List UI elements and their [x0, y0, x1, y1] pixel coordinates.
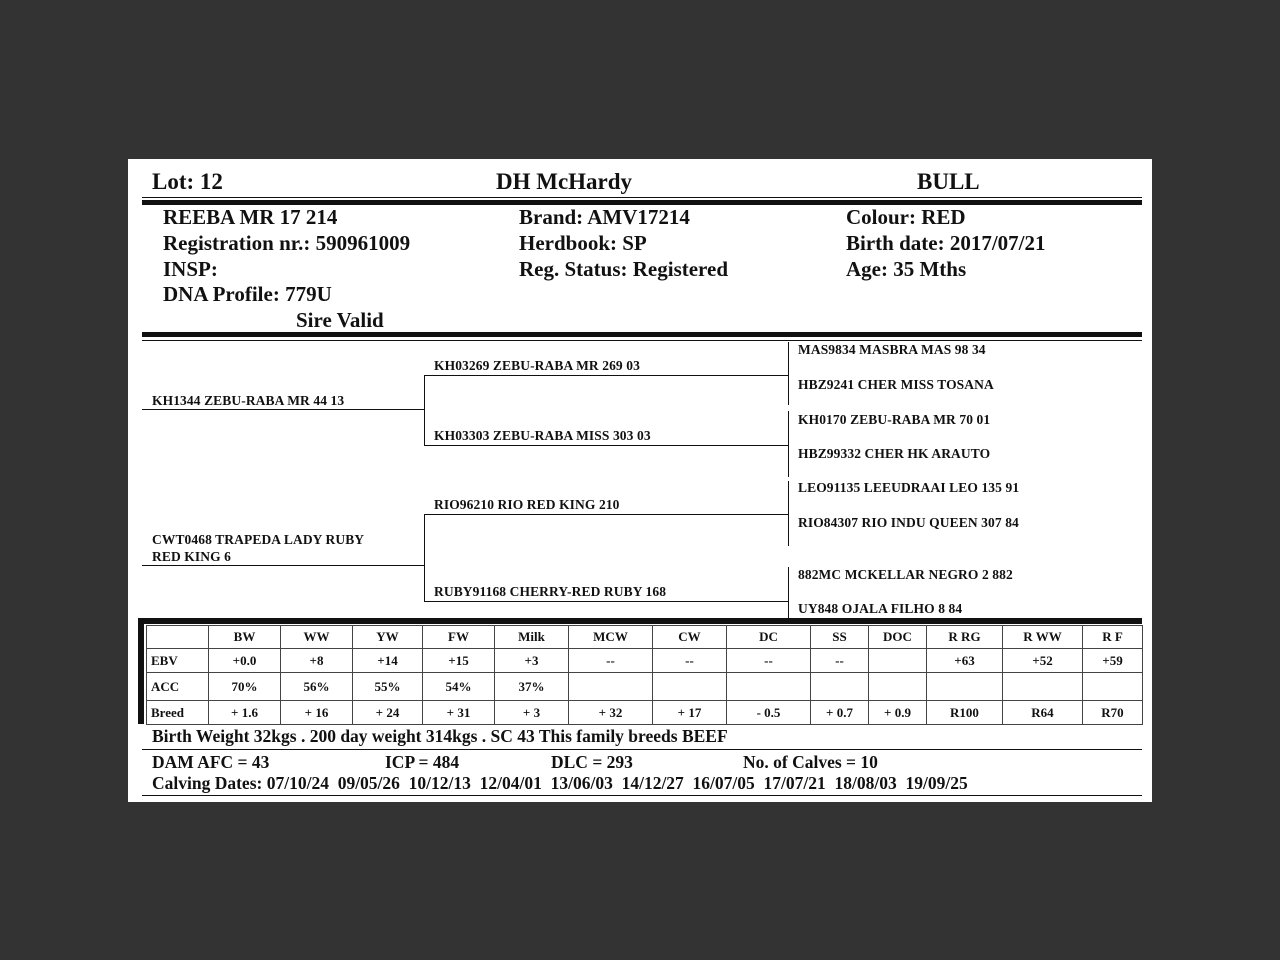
pedigree-connector	[788, 411, 789, 477]
table-cell: + 24	[353, 701, 423, 725]
dam-afc: DAM AFC = 43	[152, 752, 270, 772]
table-cell: + 3	[495, 701, 569, 725]
herdbook: Herdbook: SP	[519, 231, 647, 255]
pedigree-line	[424, 375, 788, 376]
lot-number: 12	[199, 169, 223, 194]
column-header: BW	[209, 626, 281, 649]
ebv-header-row	[147, 626, 1143, 649]
table-cell: 56%	[281, 673, 353, 701]
header-thin-rule	[142, 197, 1142, 198]
table-cell: --	[811, 649, 869, 673]
registration-number: Registration nr.: 590961009	[163, 231, 411, 255]
lot-card	[128, 159, 1152, 802]
table-cell: +0.0	[209, 649, 281, 673]
pedigree-connector	[788, 481, 789, 546]
summary-line: Birth Weight 32kgs . 200 day weight 314kgs . SC 43 This family breeds BEEF	[152, 726, 728, 746]
table-cell	[569, 673, 653, 701]
table-cell: + 0.7	[811, 701, 869, 725]
pedigree-great-8: UY848 OJALA FILHO 8 84	[798, 601, 963, 616]
table-cell: R64	[1003, 701, 1083, 725]
colour: Colour: RED	[846, 205, 966, 229]
column-header: DOC	[869, 626, 927, 649]
pedigree-sire-sire: KH03269 ZEBU-RABA MR 269 03	[434, 358, 640, 373]
table-cell: --	[569, 649, 653, 673]
column-header: DC	[727, 626, 811, 649]
calving-dates: Calving Dates: 07/10/24 09/05/26 10/12/13 12/04/01 13/06/03 14/12/27 16/07/05 17/07/21 18/08/03 19/09/25	[152, 773, 968, 793]
table-cell	[1083, 673, 1143, 701]
ebv-top-thick-rule	[138, 618, 1142, 624]
pedigree-sire-dam: KH03303 ZEBU-RABA MISS 303 03	[434, 428, 651, 443]
table-cell: 70%	[209, 673, 281, 701]
insp-label: INSP:	[163, 257, 218, 281]
pedigree-line	[424, 445, 788, 446]
info-thin-rule	[142, 340, 1142, 341]
column-header	[147, 626, 209, 649]
pedigree-dam-line-1: CWT0468 TRAPEDA LADY RUBY	[152, 532, 365, 547]
table-cell: R70	[1083, 701, 1143, 725]
table-cell: +3	[495, 649, 569, 673]
column-header: YW	[353, 626, 423, 649]
column-header: Milk	[495, 626, 569, 649]
table-cell: + 16	[281, 701, 353, 725]
pedigree-dam-line-2: RED KING 6	[152, 549, 232, 564]
row-label: Breed	[147, 701, 209, 725]
pedigree-great-5: LEO91135 LEEUDRAAI LEO 135 91	[798, 480, 1020, 495]
pedigree-connector	[788, 567, 789, 619]
pedigree-line	[424, 514, 788, 515]
row-label: ACC	[147, 673, 209, 701]
table-cell: +15	[423, 649, 495, 673]
table-cell: +8	[281, 649, 353, 673]
pedigree-great-7: 882MC MCKELLAR NEGRO 2 882	[798, 567, 1013, 582]
pedigree-line	[142, 409, 424, 410]
icp: ICP = 484	[385, 752, 460, 772]
footer-bottom-rule	[142, 795, 1142, 796]
info-thick-rule	[142, 332, 1142, 337]
column-header: FW	[423, 626, 495, 649]
breeder-name: DH McHardy	[496, 169, 633, 194]
column-header: CW	[653, 626, 727, 649]
dlc: DLC = 293	[551, 752, 633, 772]
number-of-calves: No. of Calves = 10	[743, 752, 878, 772]
age: Age: 35 Mths	[846, 257, 967, 281]
table-cell: + 0.9	[869, 701, 927, 725]
table-cell	[653, 673, 727, 701]
pedigree-connector	[788, 342, 789, 405]
column-header: R WW	[1003, 626, 1083, 649]
table-cell: +52	[1003, 649, 1083, 673]
table-cell: + 17	[653, 701, 727, 725]
table-cell	[1003, 673, 1083, 701]
column-header: R RG	[927, 626, 1003, 649]
table-cell: 55%	[353, 673, 423, 701]
table-cell: 37%	[495, 673, 569, 701]
pedigree-line	[424, 601, 788, 602]
table-cell: + 1.6	[209, 701, 281, 725]
table-cell: +14	[353, 649, 423, 673]
sire-valid: Sire Valid	[296, 308, 384, 332]
table-row-acc	[147, 673, 1143, 701]
dna-profile: DNA Profile: 779U	[163, 282, 332, 306]
pedigree-great-2: HBZ9241 CHER MISS TOSANA	[798, 377, 994, 392]
column-header: R F	[1083, 626, 1143, 649]
pedigree-line	[142, 565, 424, 566]
table-cell: + 32	[569, 701, 653, 725]
table-cell: +63	[927, 649, 1003, 673]
table-row-breed	[147, 701, 1143, 725]
table-cell	[927, 673, 1003, 701]
table-cell: +59	[1083, 649, 1143, 673]
lot-label: Lot: 12	[152, 169, 223, 194]
column-header: WW	[281, 626, 353, 649]
table-cell	[869, 673, 927, 701]
table-cell: - 0.5	[727, 701, 811, 725]
table-cell	[869, 649, 927, 673]
table-cell	[811, 673, 869, 701]
column-header: SS	[811, 626, 869, 649]
ebv-left-thick-rule	[138, 618, 144, 724]
column-header: MCW	[569, 626, 653, 649]
table-cell	[727, 673, 811, 701]
reg-status: Reg. Status: Registered	[519, 257, 728, 281]
pedigree-dam-dam: RUBY91168 CHERRY-RED RUBY 168	[434, 584, 667, 599]
footer-rule	[142, 749, 1142, 750]
pedigree-great-6: RIO84307 RIO INDU QUEEN 307 84	[798, 515, 1019, 530]
row-label: EBV	[147, 649, 209, 673]
table-cell: --	[653, 649, 727, 673]
pedigree-connector	[424, 375, 425, 445]
pedigree-great-3: KH0170 ZEBU-RABA MR 70 01	[798, 412, 991, 427]
table-cell: --	[727, 649, 811, 673]
table-row-ebv	[147, 649, 1143, 673]
pedigree-connector	[424, 514, 425, 601]
pedigree-dam	[152, 531, 364, 565]
table-cell: R100	[927, 701, 1003, 725]
sex-label: BULL	[917, 169, 980, 194]
table-cell: 54%	[423, 673, 495, 701]
animal-name: REEBA MR 17 214	[163, 205, 338, 229]
birth-date: Birth date: 2017/07/21	[846, 231, 1046, 255]
ebv-table	[146, 625, 1143, 725]
table-cell: + 31	[423, 701, 495, 725]
pedigree-great-4: HBZ99332 CHER HK ARAUTO	[798, 446, 991, 461]
pedigree-sire: KH1344 ZEBU-RABA MR 44 13	[152, 393, 345, 408]
pedigree-dam-sire: RIO96210 RIO RED KING 210	[434, 497, 620, 512]
brand: Brand: AMV17214	[519, 205, 690, 229]
pedigree-great-1: MAS9834 MASBRA MAS 98 34	[798, 342, 986, 357]
